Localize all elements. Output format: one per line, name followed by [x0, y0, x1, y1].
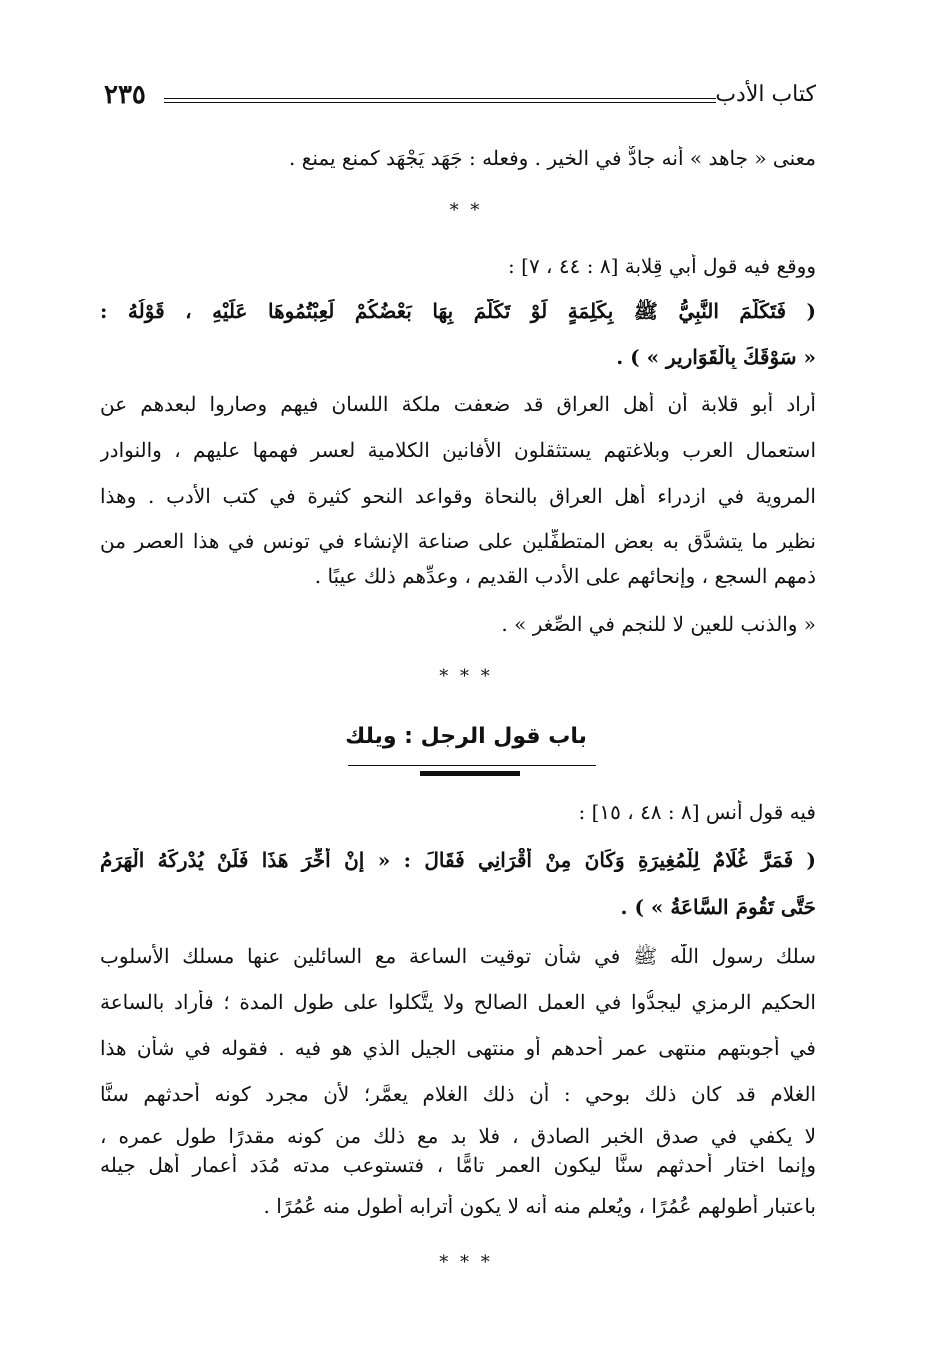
paragraph-line: معنى « جاهد » أنه جادٌّ في الخير . وفعله : جَهَد يَجْهَد كمنع يمنع .	[289, 146, 816, 170]
paragraph-line: الغلام قد كان ذلك بوحي : أن ذلك الغلام يعمَّر؛ لأن مجرد كونه أحدثهم سنًّا	[100, 1082, 816, 1106]
title-rule-bold	[420, 771, 520, 776]
paragraph-line: الحكيم الرمزي ليجدُّوا في العمل الصالح ولا يتَّكلوا على طول المدة ؛ فأراد بالساعة	[100, 990, 816, 1014]
paragraph-line: سلك رسول اللّٰه ﷺ في شأن توقيت الساعة مع السائلين عنها مسلك الأسلوب	[100, 944, 816, 968]
separator-stars: * * *	[439, 666, 493, 687]
quote-intro: فيه قول أنس [٨ : ٤٨ ، ١٥] :	[578, 800, 816, 824]
paragraph-line: في أجوبتهم منتهى عمر أحدهم أو منتهى الجيل الذي هو فيه . فقوله في شأن هذا	[100, 1036, 816, 1060]
separator-stars: * * *	[439, 1252, 493, 1273]
book-title: كتاب الأدب	[715, 82, 816, 107]
title-rule	[348, 765, 596, 766]
paragraph-line: المروية في ازدراء أهل العراق بالنحاة وقواعد النحو كثيرة في كتب الأدب . وهذا	[100, 484, 816, 508]
paragraph-line: استعمال العرب وبلاغتهم يستثقلون الأفانين الكلامية لعسر فهمها عليهم ، والنوادر	[100, 438, 816, 462]
paragraph-line: وإنما اختار أحدثهم سنًّا ليكون العمر تامًّا ، فتستوعب مدته مُدَد أعمار أهل جيله	[100, 1153, 816, 1177]
paragraph-line: باعتبار أطولهم عُمُرًا ، ويُعلم منه أنه لا يكون أترابه أطول منه عُمُرًا .	[263, 1194, 816, 1218]
hadith-quote-line: ( فَتَكَلَّمَ النَّبِيُّ ﷺ بِكَلِمَةٍ لَوْ تَكَلَّمَ بِهَا بَعْضُكُمْ لَعِبْتُمُوهَا عَلَيْهِ ، قَوْلُهُ :	[100, 299, 816, 323]
paragraph-line: نظير ما يتشدَّق به بعض المتطفِّلين على صناعة الإنشاء في تونس في هذا العصر من	[100, 529, 816, 553]
paragraph-line: ذمهم السجع ، وإنحائهم على الأدب القديم ، وعدِّهم ذلك عيبًا .	[314, 564, 816, 588]
page-number: ٢٣٥	[104, 80, 146, 110]
quote-intro: ووقع فيه قول أبي قِلابة [٨ : ٤٤ ، ٧] :	[508, 254, 816, 278]
paragraph-line: أراد أبو قلابة أن أهل العراق قد ضعفت ملكة اللسان فيهم وصاروا لبعدهم عن	[100, 392, 816, 416]
hadith-quote-line: ( فَمَرَّ غُلَامٌ لِلْمُغِيرَةِ وَكَانَ مِنْ أَقْرَانِي فَقَالَ : « إِنْ أُخِّرَ هَذَا فَلَنْ يُدْرِكَهُ الْهَرَمُ	[100, 848, 816, 872]
hadith-quote-line: « سَوْقَكَ بِالْقَوَارِيرِ » ) .	[616, 345, 816, 369]
running-header	[104, 80, 816, 116]
section-title: باب قول الرجل : ويلك	[345, 724, 587, 749]
separator-stars: * *	[449, 200, 483, 221]
verse-line: « والذنب للعين لا للنجم في الصِّغر » .	[501, 612, 816, 636]
hadith-quote-line: حَتَّى تَقُومَ السَّاعَةُ » ) .	[620, 895, 816, 919]
paragraph-line: لا يكفي في صدق الخبر الصادق ، فلا بد مع ذلك من كونه مقدرًا طول عمره ،	[100, 1124, 816, 1148]
header-rule	[164, 98, 716, 103]
